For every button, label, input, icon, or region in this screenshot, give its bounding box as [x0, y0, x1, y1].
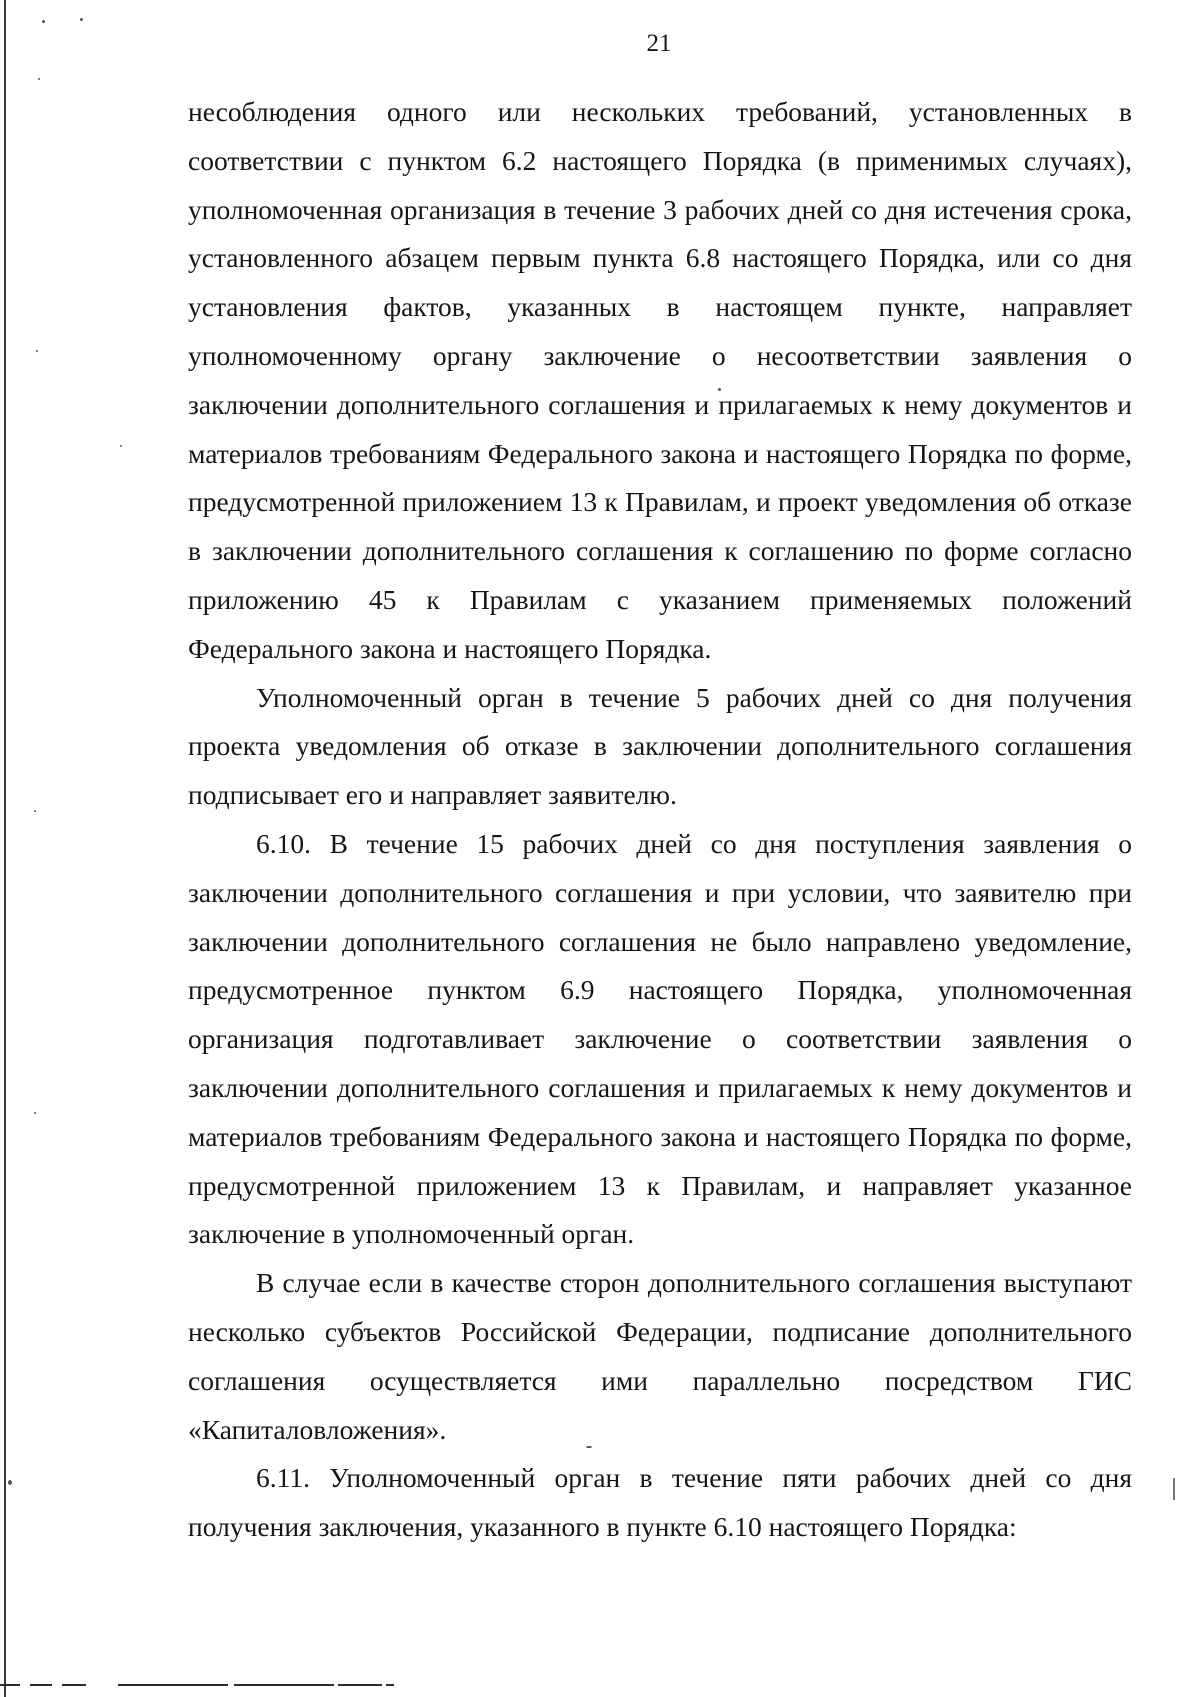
- paragraph-continuation: несоблюдения одного или нескольких требований, установленных в соответствии с пунктом 6.2 настоящего Порядка (в применимых случаях), уполномоченная организация в течение 3 рабочих дней со дня истечения срока, установленного абзацем первым пункта 6.8 настоящего Порядка, или со дня установления фактов, указанных в настоящем пункте, направляет уполномоченному органу заключение о несоответствии заявления о заключении дополнительного соглашения и прилагаемых к нему документов и материалов требованиям Федерального закона и настоящего Порядка по форме, предусмотренной приложением 13 к Правилам, и проект уведомления об отказе в заключении дополнительного соглашения к соглашению по форме согласно приложению 45 к Правилам с указанием применяемых положений Федерального закона и настоящего Порядка.: [188, 96, 1132, 664]
- scan-speck: [38, 78, 40, 80]
- paragraph-authorized-body: Уполномоченный орган в течение 5 рабочих дней со дня получения проекта уведомления об отказе в заключении дополнительного соглашения подписывает его и направляет заявителю.: [188, 681, 1132, 811]
- scan-speck: [36, 350, 38, 352]
- scan-bottom-line: [30, 1684, 52, 1686]
- paragraph-clause-6-10: 6.10. В течение 15 рабочих дней со дня поступления заявления о заключении дополнительного соглашения и при условии, что заявителю при заключении дополнительного соглашения не было направлено уведомление, предусмотренное пунктом 6.9 настоящего Порядка, уполномоченная организация подготавливает заключение о соответствии заявления о заключении дополнительного соглашения и прилагаемых к нему документов и материалов требованиям Федерального закона и настоящего Порядка по форме, предусмотренной приложением 13 к Правилам, и направляет указанное заключение в уполномоченный орган.: [188, 827, 1132, 1250]
- page-number: 21: [646, 30, 672, 57]
- scan-bottom-line: [0, 1684, 20, 1686]
- scan-bottom-line: [386, 1684, 394, 1686]
- paragraph-clause-6-11: 6.11. Уполномоченный орган в течение пяти рабочих дней со дня получения заключения, указанного в пункте 6.10 настоящего Порядка:: [188, 1462, 1132, 1543]
- body-text: [188, 88, 1132, 1552]
- scan-bottom-line: [62, 1684, 86, 1686]
- scan-bottom-line: [118, 1684, 228, 1686]
- scan-speck: [34, 1112, 36, 1114]
- scan-speck: [8, 1480, 12, 1485]
- scan-binding-edge: [4, 0, 6, 1697]
- scan-speck: [80, 18, 83, 21]
- scan-mark: [1173, 1478, 1175, 1500]
- scan-speck: [34, 810, 36, 812]
- scan-speck: [120, 445, 122, 447]
- scan-bottom-line: [338, 1684, 382, 1686]
- paragraph-multiple-subjects: В случае если в качестве сторон дополнительного соглашения выступают несколько субъектов Российской Федерации, подписание дополнительного соглашения осуществляется ими параллельно посредством ГИС «Капиталовложения».: [188, 1267, 1132, 1445]
- scan-speck: [42, 20, 45, 23]
- scan-bottom-line: [234, 1684, 334, 1686]
